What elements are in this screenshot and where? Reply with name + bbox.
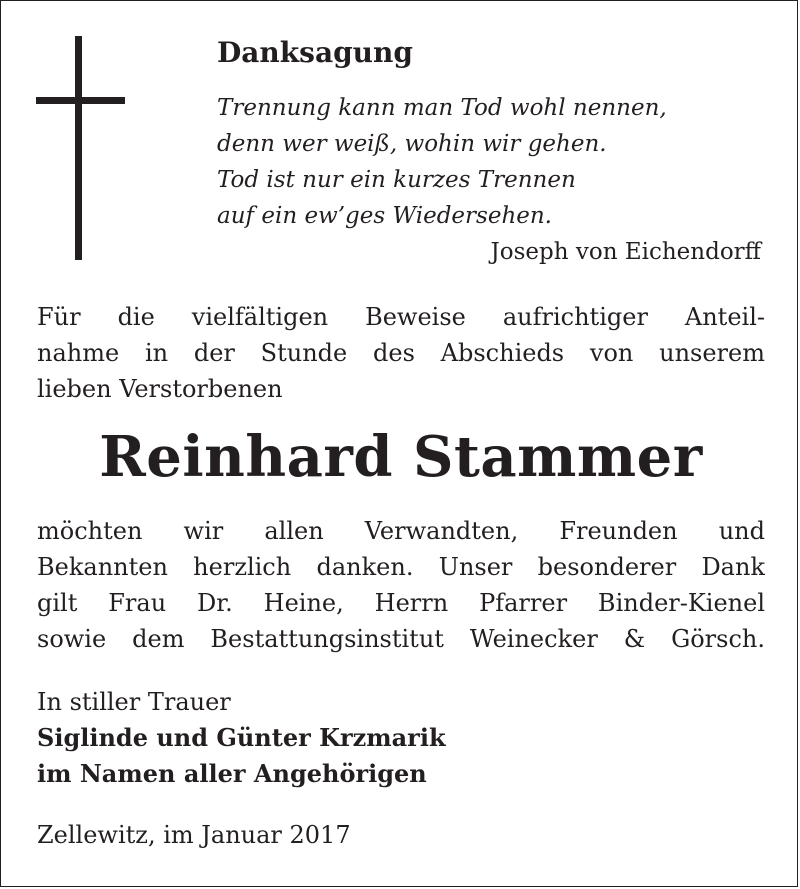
thanks-line: gilt Frau Dr. Heine, Herrn Pfarrer Binder-Kienel xyxy=(37,589,765,617)
thanks-line: Bekannten herzlich danken. Unser besonderer Dank xyxy=(37,553,765,581)
notice-heading: Danksagung xyxy=(217,36,413,69)
poem-author: Joseph von Eichendorff xyxy=(490,239,761,265)
cross-icon xyxy=(75,36,82,260)
poem-line: Trennung kann man Tod wohl nennen, xyxy=(217,95,667,121)
poem-line: auf ein ew’ges Wiedersehen. xyxy=(217,203,552,229)
cross-icon-bar xyxy=(36,97,125,104)
poem xyxy=(217,90,667,234)
poem-line: Tod ist nur ein kurzes Trennen xyxy=(217,167,576,193)
thanks-line: sowie dem Bestattungsinstitut Weinecker & Görsch. xyxy=(37,625,765,653)
signature-block xyxy=(37,684,446,792)
deceased-name: Reinhard Stammer xyxy=(99,424,703,490)
mourning-label: In stiller Trauer xyxy=(37,688,231,716)
thanks-line: möchten wir allen Verwandten, Freunden und xyxy=(37,517,765,545)
thanks-paragraph xyxy=(37,513,765,657)
place-date: Zellewitz, im Januar 2017 xyxy=(37,821,351,849)
intro-paragraph xyxy=(37,299,765,407)
signatory-family: im Namen aller Angehörigen xyxy=(37,759,427,788)
poem-line: denn wer weiß, wohin wir gehen. xyxy=(217,131,607,157)
intro-line: Für die vielfältigen Beweise aufrichtiger Anteil- xyxy=(37,303,765,331)
intro-line: nahme in der Stunde des Abschieds von unserem xyxy=(37,339,765,367)
intro-line: lieben Verstorbenen xyxy=(37,375,283,403)
signatory-names: Siglinde und Günter Krzmarik xyxy=(37,723,446,752)
